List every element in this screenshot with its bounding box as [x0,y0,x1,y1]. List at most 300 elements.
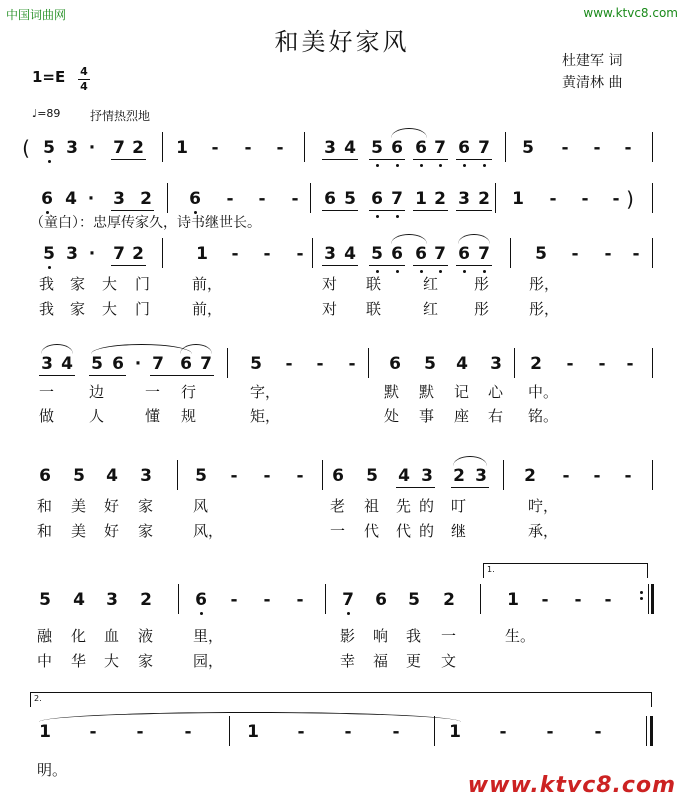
lyric-l5b: 继 [451,522,467,540]
note-r1: - [276,138,284,158]
lyric-l3b: 红 [423,300,439,318]
low-octave-dot [439,270,442,273]
note-r1: 7 [434,138,446,158]
note-r7: - [89,722,97,742]
note-r2: - [226,189,234,209]
bar-line [652,183,653,213]
lyric-l6b: 更 [406,652,422,670]
beam-underline [413,210,448,211]
note-r6: - [604,590,612,610]
bar-line [325,584,326,614]
note-r5: 4 [398,466,410,486]
low-octave-dot [396,164,399,167]
note-r6: 3 [106,590,118,610]
note-r1: · [88,138,96,158]
note-r4: 6 [180,354,192,374]
beam-underline [89,375,126,376]
low-octave-dot [483,270,486,273]
bar-line [177,460,178,490]
note-r6: 2 [443,590,455,610]
lyric-l6a: 里， [193,627,224,645]
lyric-l3a: 红 [423,275,439,293]
note-r4: 6 [389,354,401,374]
time-signature-top: 4 [80,65,88,78]
beam-underline [111,210,154,211]
bar-line [652,348,653,378]
note-r5: 5 [366,466,378,486]
lyric-l6b: 华 [71,652,87,670]
lyric-l4a: 一 [145,383,161,401]
bar-line [495,183,496,213]
note-r1: 3 [66,138,78,158]
lyric-l6b: 家 [138,652,154,670]
lyric-l3a: 联 [366,275,382,293]
first-ending-bracket [483,563,648,578]
lyric-l3b: 家 [70,300,86,318]
bar-line [322,460,323,490]
note-r1: 5 [371,138,383,158]
beam-underline [322,210,358,211]
bar-line [162,238,163,268]
note-r4: 6 [112,354,124,374]
lyric-l5b: 好 [104,522,120,540]
lyric-l5a: 好 [104,497,120,515]
note-r6: 2 [140,590,152,610]
bar-line [310,183,311,213]
lyric-l4b: 规 [181,407,197,425]
lyric-l6a: 融 [37,627,53,645]
beam-underline [456,265,492,266]
bar-line [505,132,506,162]
bar-line [312,238,313,268]
beam-underline [369,210,405,211]
note-r4: - [348,354,356,374]
lyric-l4b: 右 [488,407,504,425]
lyric-l3b: 彤， [529,300,560,318]
note-r4: · [134,354,142,374]
lyric-l4b: 铭。 [528,407,559,425]
beam-underline [396,487,435,488]
beam-underline [451,487,489,488]
note-r1: 1 [176,138,188,158]
low-octave-dot [439,164,442,167]
bar-line [368,348,369,378]
low-octave-dot [420,164,423,167]
note-r1: ( [22,136,30,160]
low-octave-dot [200,612,203,615]
bar-line [304,132,305,162]
repeat-dot [640,591,643,594]
lyricist-credit: 杜建军 词 [562,53,623,69]
note-r2: 5 [344,189,356,209]
note-r1: - [593,138,601,158]
first-ending-label: 1. [487,565,495,574]
note-r5: - [296,466,304,486]
note-r4: 5 [91,354,103,374]
note-r3: 1 [196,244,208,264]
lyric-l4a: 中。 [528,383,559,401]
note-r2: - [581,189,589,209]
lyric-l3a: 彤 [474,275,490,293]
expression-marking: 抒情热烈地 [90,109,151,123]
bar-line [652,238,653,268]
lyric-l6a: 液 [138,627,154,645]
beam-underline [111,159,146,160]
lyric-l6b: 大 [104,652,120,670]
bar-line [646,716,647,746]
lyric-l5a: 咛， [528,497,559,515]
note-r3: 5 [43,244,55,264]
lyric-l4a: 行 [181,383,197,401]
beam-underline [456,210,492,211]
note-r2: 7 [391,189,403,209]
note-r3: 6 [415,244,427,264]
bar-line [162,132,163,162]
note-r2: 6 [189,189,201,209]
note-r3: - [296,244,304,264]
lyric-l5a: 美 [71,497,87,515]
note-r2: 4 [65,189,77,209]
note-r1: 5 [43,138,55,158]
note-r2: · [87,189,95,209]
time-signature [78,66,90,93]
note-r2: - [291,189,299,209]
note-r5: 6 [39,466,51,486]
note-r1: 5 [522,138,534,158]
lyric-l6a: 影 [340,627,356,645]
low-octave-dot [48,160,51,163]
note-r3: 6 [458,244,470,264]
low-octave-dot [376,164,379,167]
note-r7: - [499,722,507,742]
note-r2: 2 [140,189,152,209]
slur-mark [180,344,212,354]
note-r1: - [244,138,252,158]
note-r6: - [296,590,304,610]
note-r4: 3 [41,354,53,374]
lyric-l6a: 我 [406,627,422,645]
note-r5: 3 [421,466,433,486]
note-r4: - [566,354,574,374]
note-r1: 7 [478,138,490,158]
note-r2: 2 [434,189,446,209]
lyric-l4b: 矩， [250,407,281,425]
low-octave-dot [396,270,399,273]
final-bar-thick [650,716,653,746]
note-r6: 5 [39,590,51,610]
note-r5: - [593,466,601,486]
lyric-l3a: 我 [39,275,55,293]
note-r6: - [263,590,271,610]
note-r2: 6 [371,189,383,209]
low-octave-dot [463,164,466,167]
note-r4: 5 [250,354,262,374]
beam-underline [322,159,358,160]
note-r2: - [549,189,557,209]
bar-line [652,460,653,490]
lyric-l4a: 记 [454,383,470,401]
note-r7: - [297,722,305,742]
note-r1: - [211,138,219,158]
note-r6: 1 [507,590,519,610]
note-r7: 1 [247,722,259,742]
beam-underline [369,265,405,266]
lyric-l6a: 一 [441,627,457,645]
site-name-top-left[interactable]: 中国词曲网 [6,8,67,22]
lyric-l6a: 响 [373,627,389,645]
note-r7: - [546,722,554,742]
note-r1: 3 [324,138,336,158]
site-url-top-right[interactable]: www.ktvc8.com [583,6,678,20]
lyric-l5b: 一 [330,522,346,540]
note-r4: 2 [530,354,542,374]
lyric-l4a: 字， [250,383,281,401]
lyric-l5a: 家 [138,497,154,515]
note-r2: 6 [324,189,336,209]
bar-line [167,183,168,213]
note-r7: - [136,722,144,742]
note-r5: 2 [524,466,536,486]
lyric-l4a: 一 [39,383,55,401]
lyric-l4b: 处 [384,407,400,425]
lyric-l4b: 做 [39,407,55,425]
note-r2: 6 [41,189,53,209]
low-octave-dot [376,215,379,218]
note-r2: 2 [478,189,490,209]
note-r1: 6 [415,138,427,158]
note-r5: 5 [73,466,85,486]
lyric-l6b: 园， [193,652,224,670]
repeat-dot [640,597,643,600]
slur-mark [91,344,192,354]
lyric-l3b: 我 [39,300,55,318]
lyric-l3a: 家 [70,275,86,293]
key-signature: 1=E [32,68,66,86]
note-r3: 7 [478,244,490,264]
lyric-l4b: 座 [454,407,470,425]
slur-mark [41,344,73,354]
beam-underline [111,265,146,266]
lyric-l3b: 联 [366,300,382,318]
low-octave-dot [194,211,197,214]
note-r4: 7 [152,354,164,374]
lyric-l5a: 的 [419,497,435,515]
lyric-l4a: 默 [419,383,435,401]
lyric-l4a: 默 [384,383,400,401]
bar-line [227,348,228,378]
note-r4: - [626,354,634,374]
lyric-l4b: 人 [89,407,105,425]
lyric-l5b: 代 [364,522,380,540]
bar-line [648,584,649,614]
bar-line [434,716,435,746]
note-r1: 2 [132,138,144,158]
final-bar-thick [651,584,654,614]
note-r3: - [231,244,239,264]
note-r3: 3 [66,244,78,264]
note-r6: - [541,590,549,610]
note-r5: - [263,466,271,486]
note-r1: 6 [458,138,470,158]
beam-underline [178,375,214,376]
note-r6: 4 [73,590,85,610]
lyric-l4b: 事 [419,407,435,425]
bar-line [514,348,515,378]
lyric-l6a: 血 [104,627,120,645]
note-r3: 2 [132,244,144,264]
lyric-l5a: 和 [37,497,53,515]
lyric-l3b: 大 [102,300,118,318]
lyric-l3a: 大 [102,275,118,293]
lyric-l5b: 家 [138,522,154,540]
bar-line [503,460,504,490]
note-r4: - [316,354,324,374]
time-signature-bottom: 4 [80,80,88,93]
note-r2: 3 [458,189,470,209]
note-r2: 1 [415,189,427,209]
note-r6: - [574,590,582,610]
tempo-marking: ♩=89 [32,107,61,120]
note-r3: 4 [344,244,356,264]
note-r2: 1 [512,189,524,209]
lyric-l5a: 先 [396,497,412,515]
lyric-l5b: 风， [193,522,224,540]
beam-underline [456,159,492,160]
note-r7: - [392,722,400,742]
low-octave-dot [46,211,49,214]
slur-mark [391,234,427,244]
note-r5: - [230,466,238,486]
slur-mark [458,234,490,244]
repeat-dots [640,588,644,603]
slur-mark [39,712,461,722]
bar-line [652,132,653,162]
note-r5: 3 [140,466,152,486]
note-r3: 5 [535,244,547,264]
note-r3: 3 [324,244,336,264]
note-r2: - [258,189,266,209]
note-r1: - [561,138,569,158]
second-ending-label: 2. [34,694,42,703]
beam-underline [39,375,75,376]
note-r4: - [598,354,606,374]
low-octave-dot [347,612,350,615]
note-r3: - [604,244,612,264]
lyric-l5b: 美 [71,522,87,540]
lyric-l3b: 彤 [474,300,490,318]
beam-underline [413,159,448,160]
lyric-l5b: 和 [37,522,53,540]
lyric-l3a: 对 [322,275,338,293]
note-r3: 7 [113,244,125,264]
lyric-l4b: 懂 [145,407,161,425]
lyric-l6b: 幸 [340,652,356,670]
note-r3: 6 [391,244,403,264]
bar-line [480,584,481,614]
lyric-l5b: 承， [528,522,559,540]
lyric-l5b: 代 [396,522,412,540]
note-r6: 6 [195,590,207,610]
note-r1: 7 [113,138,125,158]
lyric-l4a: 心 [488,383,504,401]
note-r1: - [624,138,632,158]
lyric-l6b: 文 [441,652,457,670]
composer-credit: 黄清林 曲 [562,75,623,91]
bar-line [178,584,179,614]
note-r5: 5 [195,466,207,486]
lyric-l3b: 前， [192,300,223,318]
note-r5: 2 [453,466,465,486]
note-r5: - [624,466,632,486]
low-octave-dot [483,164,486,167]
note-r3: - [571,244,579,264]
note-r6: 5 [408,590,420,610]
beam-underline [322,265,358,266]
lyric-l3b: 门 [135,300,151,318]
lyric-l5b: 的 [419,522,435,540]
beam-underline [369,159,405,160]
bar-line [229,716,230,746]
lyric-l5a: 老 [330,497,346,515]
note-r3: 5 [371,244,383,264]
note-r4: 4 [61,354,73,374]
note-r4: 3 [490,354,502,374]
note-r3: - [263,244,271,264]
lyric-l4a: 边 [89,383,105,401]
note-r4: 4 [456,354,468,374]
note-r3: · [88,244,96,264]
low-octave-dot [376,270,379,273]
second-ending-bracket [30,692,652,707]
song-title: 和美好家风 [274,28,410,56]
note-r2: 3 [113,189,125,209]
spoken-line: （童白）：忠厚传家久，诗书继世长。 [30,215,261,231]
lyric-l5a: 叮 [451,497,467,515]
note-r4: - [285,354,293,374]
lyric-l3a: 彤， [529,275,560,293]
note-r1: 6 [391,138,403,158]
lyric-l3a: 前， [192,275,223,293]
note-r4: 5 [424,354,436,374]
low-octave-dot [420,270,423,273]
note-r3: - [632,244,640,264]
bar-line [510,238,511,268]
slur-mark [391,128,427,138]
low-octave-dot [463,270,466,273]
note-r7: 1 [39,722,51,742]
note-r7: - [344,722,352,742]
lyric-l5a: 风 [193,497,209,515]
lyric-l6a: 生。 [505,627,536,645]
lyric-l7: 明。 [37,761,68,779]
note-r5: 6 [332,466,344,486]
note-r1: 4 [344,138,356,158]
lyric-l6b: 福 [373,652,389,670]
lyric-l6b: 中 [37,652,53,670]
note-r4: 7 [200,354,212,374]
lyric-l6a: 化 [71,627,87,645]
note-r7: - [594,722,602,742]
note-r6: 6 [375,590,387,610]
lyric-l3b: 对 [322,300,338,318]
note-r2: - [612,189,620,209]
note-r3: 7 [434,244,446,264]
lyric-l5a: 祖 [364,497,380,515]
note-r2: ) [626,187,634,211]
slur-mark [453,456,487,466]
low-octave-dot [48,266,51,269]
note-r6: - [230,590,238,610]
